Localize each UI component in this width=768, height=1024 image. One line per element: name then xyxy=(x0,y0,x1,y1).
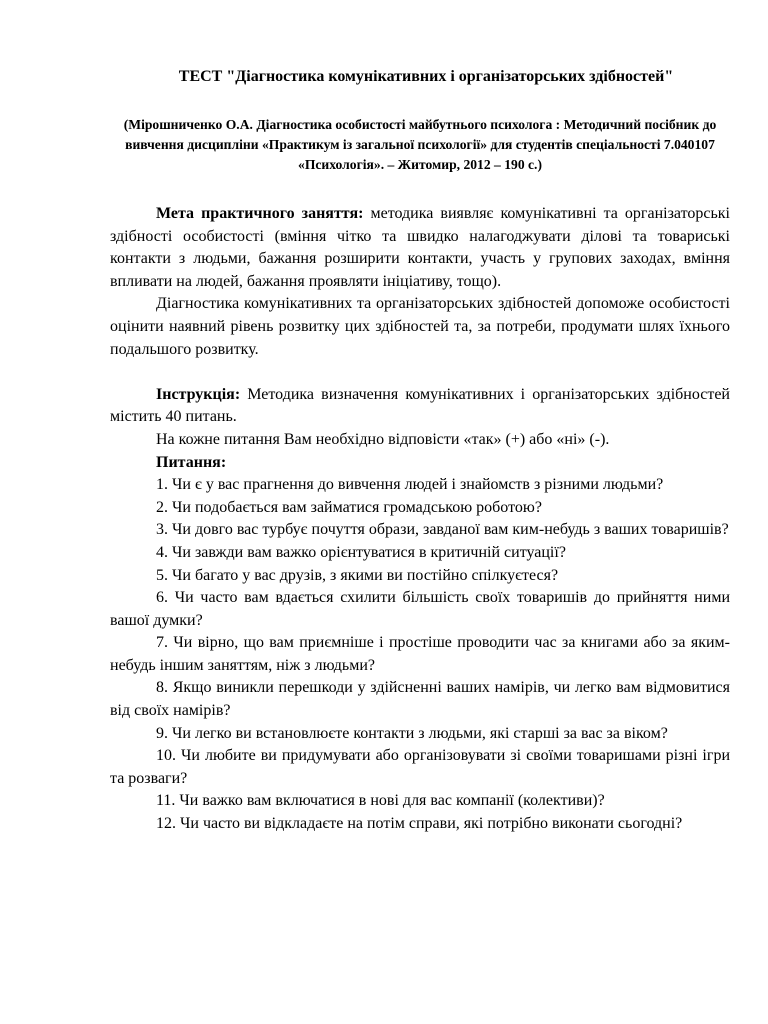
document-title: ТЕСТ "Діагностика комунікативних і організаторських здібностей" xyxy=(178,68,674,85)
answer-paragraph: На кожне питання Вам необхідно відповісти «так» (+) або «ні» (-). xyxy=(156,430,610,448)
instruction-paragraph xyxy=(110,384,730,429)
goal-label: Мета практичного заняття: xyxy=(156,205,364,222)
question-item: 3. Чи довго вас турбує почуття образи, завданої вам ким-небудь з ваших товаришів? xyxy=(156,521,729,539)
question-item: 5. Чи багато у вас друзів, з якими ви постійно спілкуєтеся? xyxy=(156,566,559,584)
goal-paragraph xyxy=(110,203,730,293)
question-item: 4. Чи завжди вам важко орієнтуватися в критичній ситуації? xyxy=(156,543,566,561)
question-item: 9. Чи легко ви встановлюєте контакти з людьми, які старші за вас за віком? xyxy=(156,724,668,742)
goal-text: методика виявляє комунікативні та організаторські здібності особистості (вміння чітко та швидко налагоджувати ділові та товариські контакти з людьми, бажання розширити контакти, участь у групових заходах, вміння впливати на людей, бажання проявляти ініціативу, тощо). xyxy=(110,205,730,290)
instruction-label: Інструкція: xyxy=(156,385,241,403)
question-item: 1. Чи є у вас прагнення до вивчення людей і знайомств з різними людьми? xyxy=(156,476,664,494)
instruction-text: Методика визначення комунікативних і організаторських здібностей містить 40 питань. xyxy=(110,385,730,426)
paragraph-gap xyxy=(110,361,730,384)
questions-label: Питання: xyxy=(156,453,227,471)
question-item: 7. Чи вірно, що вам приємніше і простіше проводити час за книгами або за яким-небудь іншим заняттям, ніж з людьми? xyxy=(110,634,730,674)
questions-heading xyxy=(110,452,730,475)
question-item: 10. Чи любите ви придумувати або організовувати зі своїми товаришами різні ігри та розваги? xyxy=(110,747,730,787)
question-item: 2. Чи подобається вам займатися громадською роботою? xyxy=(156,498,542,516)
diagnostic-paragraph: Діагностика комунікативних та організаторських здібностей допоможе особистості оцінити наявний рівень розвитку цих здібностей та, за потреби, продумати шлях їхнього подальшого розвитку. xyxy=(110,295,730,358)
question-item: 8. Якщо виникли перешкоди у здійсненні ваших намірів, чи легко вам відмовитися від своїх намірів? xyxy=(110,679,730,720)
question-item: 6. Чи часто вам вдається схилити більшість своїх товаришів до прийняття ними вашої думки? xyxy=(110,589,730,629)
questions-list xyxy=(110,474,730,836)
question-item: 11. Чи важко вам включатися в нові для вас компанії (колективи)? xyxy=(156,792,605,810)
question-item: 12. Чи часто ви відкладаєте на потім справи, які потрібно виконати сьогодні? xyxy=(156,815,683,833)
source-citation: (Мірошниченко О.А. Діагностика особистості майбутнього психолога : Методичний посібник до вивчення дисципліни «Практикум із загальної психології» для студентів спеціальності 7.040107 «Психологія». – Житомир, 2012 – 190 с.) xyxy=(123,117,717,172)
